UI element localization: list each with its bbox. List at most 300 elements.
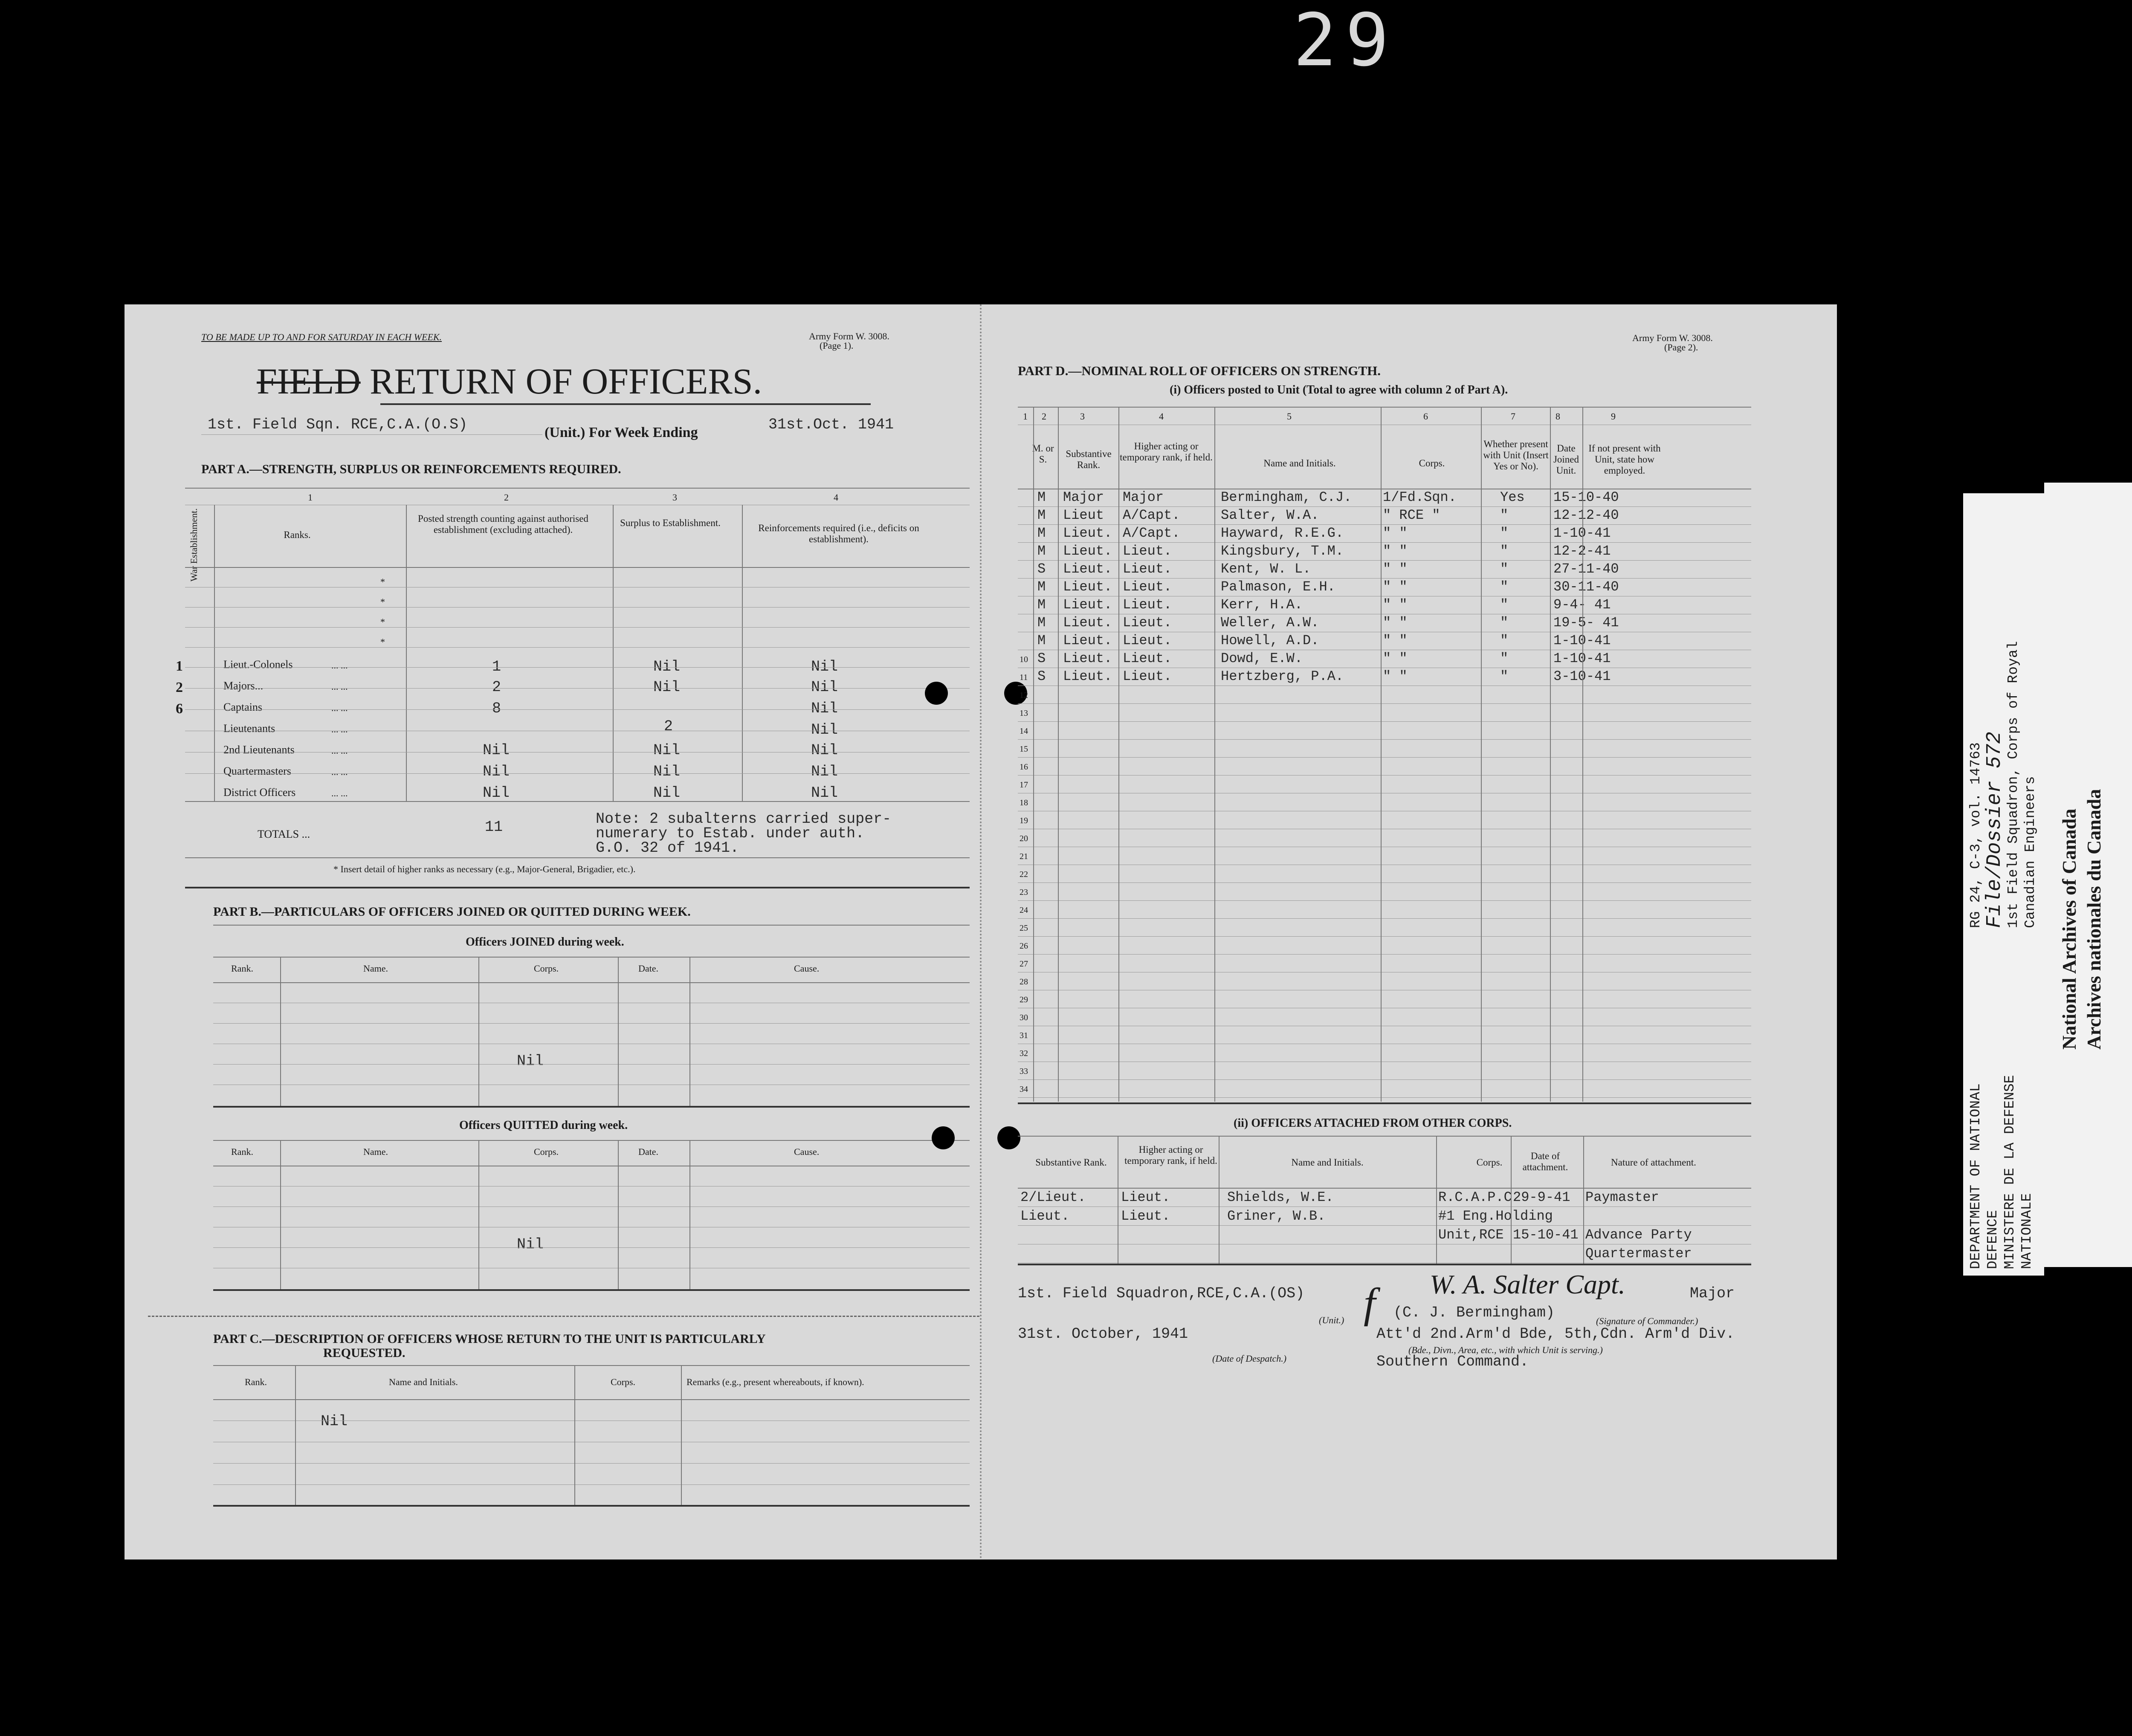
frame-number: 29 [1293,0,1398,83]
part-c-row-rule [213,1484,970,1485]
serving-label: (Bde., Divn., Area, etc., with which Unit is serving.) [1408,1345,1603,1355]
row-star: * [380,616,385,627]
officer-ms: S [1037,651,1046,666]
commander-name: (C. J. Bermingham) [1393,1304,1555,1321]
d-col-rank: Substantive Rank. [1066,448,1112,470]
attached-name: Griner, W.B. [1227,1208,1326,1224]
attached-nature: Advance Party [1585,1227,1692,1243]
d-col-ms: M. or S. [1032,443,1054,465]
officer-present: " [1500,651,1509,666]
d-vline [1481,407,1482,1102]
col-posted-header: Posted strength counting against authorised establishment (excluding attached). [418,513,588,535]
att-header-rule [1018,1188,1751,1189]
officer-higher: Lieut. [1123,561,1172,577]
officer-corps: " " [1383,615,1408,631]
d-vline [1381,407,1382,1102]
signature-rank: Major [1690,1285,1735,1302]
joined-title: Officers JOINED during week. [466,935,624,949]
joined-entry: Nil [517,1053,544,1070]
officer-date: 1-10-41 [1553,651,1611,666]
col-num-1: 1 [308,492,313,503]
row-number: 21 [1020,852,1028,861]
row-number: 20 [1020,834,1028,843]
part-d-top-rule [1018,407,1751,408]
title-struck-word: FIELD [257,361,361,402]
dept-line: DEPARTMENT OF NATIONAL [1968,1083,1984,1269]
officer-name: Hertzberg, P.A. [1221,668,1344,684]
d-col-num: 2 [1042,411,1046,422]
officer-date: 12-2-41 [1553,543,1611,559]
rank-dots: ... ... [331,703,348,713]
row-number: 27 [1020,959,1028,969]
rank-label: Majors... [223,680,264,692]
tear-line [148,1316,979,1317]
row-number: 11 [1020,673,1028,682]
officer-ms: M [1037,633,1046,648]
officer-name: Howell, A.D. [1221,633,1319,648]
ref-line: Canadian Engineers [2022,776,2038,928]
officer-present: " [1500,668,1509,684]
archive-name-card [2044,483,2132,1267]
officer-rank: Lieut. [1063,668,1112,684]
row-number: 31 [1020,1031,1028,1040]
rank-dots: ... ... [331,681,348,692]
officer-rank: Lieut. [1063,651,1112,666]
surplus-value: Nil [653,658,681,675]
officer-date: 30-11-40 [1553,579,1619,595]
quitted-vline [618,1140,619,1289]
despatch-label: (Date of Despatch.) [1212,1353,1287,1364]
d-vline [1550,407,1551,1102]
rank-label: Captains [223,701,262,713]
row-number: 13 [1020,709,1028,718]
d-vline [1058,407,1059,1102]
reinf-value: Nil [811,784,838,801]
officer-ms: M [1037,507,1046,523]
row-star: * [380,637,385,647]
dept-line: NATIONALE [2019,1193,2035,1269]
part-c-col-name: Name and Initials. [389,1377,458,1387]
unit-value: 1st. Field Sqn. RCE,C.A.(O.S) [208,416,468,433]
attached-higher: Lieut. [1121,1189,1170,1205]
attached-nature: Quartermaster [1585,1246,1692,1261]
row-number: 22 [1020,870,1028,879]
officer-rank: Lieut. [1063,579,1112,595]
att-col-higher: Higher acting or temporary rank, if held. [1124,1144,1217,1166]
joined-vline [478,957,479,1106]
col-num-4: 4 [834,492,838,503]
officer-present: " [1500,579,1509,595]
officer-ms: S [1037,561,1046,577]
d-col-name: Name and Initials. [1263,458,1336,469]
d-col-num: 7 [1511,411,1515,422]
rank-label: 2nd Lieutenants [223,744,295,756]
row-number: 23 [1020,888,1028,897]
joined-vline [280,957,281,1106]
punch-hole [932,1126,955,1149]
officer-corps: " " [1383,651,1408,666]
part-a-header-rule [185,567,970,568]
attached-higher: Lieut. [1121,1208,1170,1224]
reinf-value: Nil [811,742,838,759]
officer-higher: A/Capt. [1123,525,1180,541]
officer-rank: Lieut. [1063,525,1112,541]
posted-value: Nil [483,784,510,801]
posted-value: 2 [492,679,501,696]
d-col-corps: Corps. [1419,458,1445,469]
quitted-vline [478,1140,479,1289]
footer-unit-label: (Unit.) [1319,1315,1344,1325]
officer-corps: " " [1383,633,1408,648]
officer-present: " [1500,507,1509,523]
row-number: 12 [1020,691,1028,700]
totals-label: TOTALS ... [258,828,310,840]
att-vline [1219,1136,1220,1264]
we-value: 2 [176,680,183,695]
note-line: Note: 2 subalterns carried super- [596,810,892,827]
footer-unit: 1st. Field Squadron,RCE,C.A.(OS) [1018,1285,1305,1302]
part-d-sub-i: (i) Officers posted to Unit (Total to agree with column 2 of Part A). [1170,383,1508,396]
officer-date: 1-10-41 [1553,633,1611,648]
col-num-2: 2 [504,492,509,503]
dept-line: DEFENCE [1985,1210,2001,1269]
officer-corps: " " [1383,561,1408,577]
archive-label-card [1963,493,2044,1276]
officer-corps: " RCE " [1383,507,1440,523]
d-col-num: 8 [1556,411,1560,422]
part-a-bottom-rule [185,857,970,858]
reinf-value: Nil [811,658,838,675]
d-col-num: 6 [1423,411,1428,422]
part-c-col-remarks: Remarks (e.g., present whereabouts, if known). [687,1377,864,1387]
officer-higher: Lieut. [1123,633,1172,648]
officer-rank: Lieut. [1063,543,1112,559]
att-vline [1511,1136,1512,1264]
d-col-num: 3 [1080,411,1085,422]
officer-rank: Lieut. [1063,561,1112,577]
row-number: 28 [1020,977,1028,987]
serving-line-1: Att'd 2nd.Arm'd Bde, 5th,Cdn. Arm'd Div. [1376,1325,1735,1343]
rank-label: Lieut.-Colonels [223,658,293,671]
officer-name: Kerr, H.A. [1221,597,1303,613]
att-col-rank: Substantive Rank. [1035,1157,1107,1168]
d-vline [1118,407,1119,1102]
part-c-header-rule [213,1399,970,1400]
part-b-rule [213,925,970,926]
officer-date: 3-10-41 [1553,668,1611,684]
officer-date: 19-5- 41 [1553,615,1619,631]
archives-fr: Archives nationales du Canada [2083,789,2105,1050]
officer-higher: A/Capt. [1123,507,1180,523]
d-col-num: 5 [1287,411,1292,422]
reinf-value: Nil [811,700,838,717]
serving-line-2: Southern Command. [1376,1353,1529,1370]
officer-corps: " " [1383,579,1408,595]
d-col-num: 9 [1611,411,1616,422]
part-a-vline [742,505,743,801]
row-number: 26 [1020,941,1028,951]
quitted-top-rule [213,1140,970,1141]
officer-name: Kent, W. L. [1221,561,1311,577]
signature-prefix: f [1364,1279,1376,1327]
att-bottom-rule [1018,1264,1751,1265]
row-star: * [380,596,385,607]
officer-rank: Major [1063,489,1104,505]
week-ending-value: 31st.Oct. 1941 [768,416,894,433]
d-vline [1214,407,1215,1102]
posted-value: Nil [483,763,510,780]
rank-label: Lieutenants [223,722,275,735]
despatch-date: 31st. October, 1941 [1018,1325,1188,1343]
officer-date: 15-10-40 [1553,489,1619,505]
officer-present: Yes [1500,489,1525,505]
rank-dots: ... ... [331,745,348,756]
dept-line: MINISTERE DE LA DEFENSE [2002,1075,2018,1269]
quitted-entry: Nil [517,1236,544,1253]
joined-col-corps: Corps. [534,963,559,974]
part-c-vline [681,1365,682,1505]
att-col-name: Name and Initials. [1291,1157,1364,1168]
archives-en: National Archives of Canada [2058,808,2080,1050]
punch-hole [925,682,948,705]
officer-present: " [1500,615,1509,631]
officer-date: 12-12-40 [1553,507,1619,523]
d-col-present: Whether present with Unit (Insert Yes or No). [1483,439,1549,472]
we-value: 1 [176,658,183,674]
row-number: 15 [1020,744,1028,754]
attached-rank: 2/Lieut. [1020,1189,1086,1205]
part-c-vline [295,1365,296,1505]
row-number: 18 [1020,798,1028,807]
reinf-value: Nil [811,721,838,738]
part-a-footnote: * Insert detail of higher ranks as necessary (e.g., Major-General, Brigadier, etc.). [333,864,636,874]
part-a-heading: PART A.—STRENGTH, SURPLUS OR REINFORCEMENTS REQUIRED. [201,462,621,476]
surplus-value: 2 [664,718,673,735]
officer-name: Kingsbury, T.M. [1221,543,1344,559]
row-number: 24 [1020,906,1028,915]
officer-higher: Major [1123,489,1164,505]
side-label: War Establishment. [188,508,199,582]
row-number: 34 [1020,1085,1028,1094]
joined-row-rule [213,1023,970,1024]
d-col-num: 4 [1159,411,1164,422]
page-number: (Page 1). [820,340,854,351]
att-col-corps: Corps. [1476,1157,1503,1168]
officer-name: Palmason, E.H. [1221,579,1335,595]
attached-corps: Unit,RCE [1438,1227,1504,1243]
joined-col-rank: Rank. [231,963,253,974]
row-number: 10 [1020,655,1028,664]
officer-name: Hayward, R.E.G. [1221,525,1344,541]
ref-line: File/Dossier 572 [1983,732,2006,928]
row-number: 30 [1020,1013,1028,1022]
page-title [257,362,762,400]
section-rule [213,1106,970,1108]
attached-date: 15-10-41 [1513,1227,1579,1243]
officer-date: 9-4- 41 [1553,597,1611,613]
totals-note [596,812,891,855]
posted-value: Nil [483,742,510,759]
d-col-num: 1 [1023,411,1028,422]
left-page [125,304,979,1560]
col-surplus-header: Surplus to Establishment. [620,518,721,528]
row-number: 29 [1020,995,1028,1004]
department-block [1967,1075,2036,1269]
part-c-top-rule [213,1365,970,1366]
officer-present: " [1500,597,1509,613]
officer-rank: Lieut. [1063,615,1112,631]
form-sheet [125,304,1837,1560]
joined-col-date: Date. [638,963,659,974]
officer-ms: M [1037,543,1046,559]
officer-higher: Lieut. [1123,668,1172,684]
rank-label: District Officers [223,786,296,799]
part-d-sub-ii: (ii) OFFICERS ATTACHED FROM OTHER CORPS. [1234,1117,1512,1130]
row-number: 16 [1020,762,1028,772]
row-number: 32 [1020,1049,1028,1058]
officer-present: " [1500,561,1509,577]
officer-ms: M [1037,525,1046,541]
reinf-value: Nil [811,679,838,696]
archives-names [2057,789,2106,1050]
col-num-3: 3 [672,492,677,503]
joined-vline [689,957,690,1106]
part-c-col-corps: Corps. [611,1377,636,1387]
attached-date: 29-9-41 [1513,1189,1570,1205]
officer-higher: Lieut. [1123,615,1172,631]
quitted-col-date: Date. [638,1146,659,1157]
att-vline [1436,1136,1437,1264]
instruction: TO BE MADE UP TO AND FOR SATURDAY IN EACH WEEK. [201,332,442,342]
officer-rank: Lieut. [1063,597,1112,613]
officer-higher: Lieut. [1123,579,1172,595]
part-c-entry: Nil [321,1413,348,1430]
officer-rank: Lieut [1063,507,1104,523]
title-underline [380,403,871,405]
part-c-vline [574,1365,575,1505]
d-col-higher: Higher acting or temporary rank, if held. [1120,441,1213,463]
joined-vline [618,957,619,1106]
row-star: * [380,576,385,587]
part-a-vline [406,505,407,801]
right-page [982,304,1837,1560]
quitted-col-rank: Rank. [231,1146,253,1157]
row-number: 19 [1020,816,1028,825]
col-reinf-header: Reinforcements required (i.e., deficits on establishment). [758,523,919,544]
quitted-vline [689,1140,690,1289]
surplus-value: Nil [653,679,681,696]
d-col-date: Date Joined Unit. [1553,443,1579,476]
officer-date: 27-11-40 [1553,561,1619,577]
officer-higher: Lieut. [1123,597,1172,613]
d-vline [1033,407,1034,1102]
part-c-row-rule [213,1463,970,1464]
d-vline [1582,407,1583,1102]
quitted-title: Officers QUITTED during week. [459,1119,628,1132]
officer-ms: M [1037,579,1046,595]
att-top-rule [1018,1136,1751,1137]
ref-line: RG 24, C-3, vol. 14763 [1968,742,1984,928]
posted-value: 1 [492,658,501,675]
row-number: 14 [1020,726,1028,736]
joined-top-rule [213,957,970,958]
reinf-value: Nil [811,763,838,780]
signature: W. A. Salter Capt. [1430,1269,1625,1299]
part-d-bottom-rule [1018,1102,1751,1104]
rank-dots: ... ... [331,788,348,799]
title-text: RETURN OF OFFICERS. [370,361,762,402]
officer-corps: " " [1383,525,1408,541]
officer-present: " [1500,543,1509,559]
part-d-heading: PART D.—NOMINAL ROLL OF OFFICERS ON STRENGTH. [1018,363,1381,378]
part-a-top-rule [185,488,970,489]
surplus-value: Nil [653,742,681,759]
officer-corps: 1/Fd.Sqn. [1383,489,1457,505]
joined-col-name: Name. [363,963,388,974]
reference-block [1967,641,2039,928]
officer-ms: M [1037,615,1046,631]
officer-ms: M [1037,597,1046,613]
totals-value: 11 [485,819,503,836]
quitted-col-cause: Cause. [794,1146,820,1157]
row-number: 33 [1020,1067,1028,1076]
row-number: 17 [1020,780,1028,790]
section-rule [213,1505,970,1507]
officer-name: Dowd, E.W. [1221,651,1303,666]
att-vline [1583,1136,1584,1264]
part-c-col-rank: Rank. [245,1377,267,1387]
attached-nature: Paymaster [1585,1189,1659,1205]
officer-present: " [1500,525,1509,541]
officer-ms: S [1037,668,1046,684]
rank-dots: ... ... [331,767,348,777]
quitted-col-name: Name. [363,1146,388,1157]
quitted-vline [280,1140,281,1289]
part-a-vline [613,505,614,801]
officer-rank: Lieut. [1063,633,1112,648]
note-line: numerary to Estab. under auth. [596,825,865,842]
officer-corps: " " [1383,668,1408,684]
officer-corps: " " [1383,597,1408,613]
joined-col-cause: Cause. [794,963,820,974]
note-line: G.O. 32 of 1941. [596,839,739,856]
att-col-date: Date of attachment. [1522,1151,1568,1172]
surplus-value: Nil [653,763,681,780]
officer-ms: M [1037,489,1046,505]
officer-name: Bermingham, C.J. [1221,489,1352,505]
posted-value: 8 [492,700,501,717]
rank-dots: ... ... [331,724,348,735]
section-rule [213,1289,970,1291]
we-value: 6 [176,701,183,717]
joined-row-rule [213,1064,970,1065]
unit-underline [201,434,542,435]
part-c-heading: PART C.—DESCRIPTION OF OFFICERS WHOSE RETURN TO THE UNIT IS PARTICULARLY [213,1332,766,1346]
part-b-heading: PART B.—PARTICULARS OF OFFICERS JOINED OR QUITTED DURING WEEK. [213,905,691,919]
officer-date: 1-10-41 [1553,525,1611,541]
commander-label: (Signature of Commander.) [1596,1316,1698,1326]
officer-higher: Lieut. [1123,543,1172,559]
officer-higher: Lieut. [1123,651,1172,666]
officer-corps: " " [1383,543,1408,559]
attached-name: Shields, W.E. [1227,1189,1334,1205]
page-number-2: (Page 2). [1664,342,1698,353]
form-number-2: Army Form W. 3008. [1632,333,1713,343]
officer-present: " [1500,633,1509,648]
quitted-col-corps: Corps. [534,1146,559,1157]
attached-corps: R.C.A.P.C [1438,1189,1512,1205]
surplus-value: Nil [653,784,681,801]
